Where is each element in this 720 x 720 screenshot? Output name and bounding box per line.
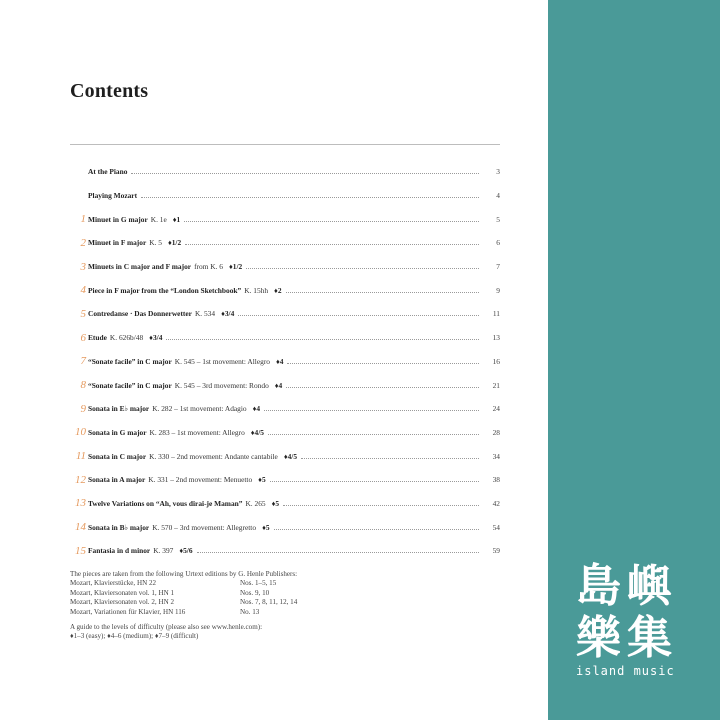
toc-number: 15	[75, 544, 86, 557]
toc-row	[70, 207, 500, 231]
toc-number: 2	[80, 236, 86, 249]
toc-entry	[88, 428, 482, 437]
toc-page-number: 9	[496, 285, 500, 295]
source-numbers: Nos. 9, 10	[240, 588, 270, 597]
toc-title: Minuet in F major	[88, 238, 147, 248]
toc-entry	[88, 262, 482, 271]
title-divider	[70, 144, 500, 145]
toc-title: Sonata in G major	[88, 427, 147, 437]
dot-leader	[184, 221, 479, 222]
toc-number: 7	[80, 355, 86, 368]
toc-row	[70, 160, 500, 184]
toc-number: 12	[75, 473, 86, 486]
toc-page-number: 54	[492, 522, 500, 532]
dot-leader	[166, 339, 479, 340]
logo-line-2: 樂集	[576, 611, 679, 664]
toc-catalog: K. 397	[153, 546, 174, 556]
toc-page-number: 7	[496, 262, 500, 272]
toc-row	[70, 302, 500, 326]
page-title: Contents	[70, 80, 149, 102]
toc-row	[70, 184, 500, 208]
dot-leader	[286, 387, 479, 388]
toc-difficulty: ♦4	[252, 404, 261, 414]
toc-difficulty: ♦5	[258, 475, 266, 485]
dot-leader	[197, 552, 479, 553]
toc-difficulty: ♦4/5	[283, 451, 298, 461]
source-edition: Mozart, Klavierstücke, HN 22	[70, 579, 157, 588]
toc-title: “Sonate facile” in C major	[88, 380, 172, 390]
toc-entry	[88, 452, 482, 461]
toc-number: 4	[80, 284, 86, 297]
dot-leader	[268, 434, 479, 435]
toc-row	[70, 492, 500, 516]
toc-title: Contredanse · Das Donnerwetter	[88, 309, 192, 319]
toc-difficulty: ♦1/2	[167, 238, 182, 248]
toc-entry	[88, 215, 482, 224]
toc-difficulty: ♦3/4	[221, 309, 235, 319]
toc-row	[70, 278, 500, 302]
toc-difficulty: ♦4	[274, 380, 283, 390]
dot-leader	[238, 315, 479, 316]
toc-catalog: from K. 6	[194, 262, 224, 272]
dot-leader	[301, 458, 479, 459]
dot-leader	[246, 268, 479, 269]
toc-catalog: K. 5	[149, 238, 162, 248]
toc-number: 1	[80, 213, 86, 226]
toc-difficulty: ♦1/2	[229, 262, 243, 272]
source-numbers: Nos. 1–5, 15	[240, 579, 277, 588]
toc-difficulty: ♦4	[276, 356, 284, 366]
source-editions-list	[70, 579, 330, 617]
toc-number: 6	[80, 331, 86, 344]
toc-number: 8	[80, 379, 86, 392]
toc-catalog: K. 282 – 1st movement: Adagio	[152, 404, 247, 414]
toc-catalog: K. 15hh	[244, 285, 269, 295]
table-of-contents	[70, 160, 500, 563]
toc-catalog: K. 283 – 1st movement: Allegro	[149, 427, 245, 437]
toc-page-number: 28	[492, 427, 500, 437]
toc-number: 11	[75, 450, 86, 463]
toc-page-number: 21	[492, 380, 500, 390]
toc-difficulty: ♦5/6	[179, 546, 193, 556]
toc-difficulty: ♦2	[274, 285, 282, 295]
toc-difficulty: ♦1	[172, 214, 181, 224]
toc-difficulty: ♦5	[262, 522, 270, 532]
toc-number: 3	[80, 260, 86, 273]
toc-row	[70, 373, 500, 397]
toc-row	[70, 515, 500, 539]
toc-page-number: 59	[492, 546, 500, 556]
toc-title: Sonata in B♭ major	[88, 522, 150, 532]
toc-row	[70, 397, 500, 421]
dot-leader	[270, 481, 479, 482]
source-edition: Mozart, Variationen für Klavier, HN 116	[70, 607, 186, 616]
island-music-logo	[576, 560, 692, 690]
toc-page-number: 24	[492, 404, 500, 414]
source-notes	[70, 570, 330, 642]
toc-page-number: 5	[496, 214, 500, 224]
toc-entry	[88, 286, 482, 295]
toc-catalog: K. 1e	[150, 214, 167, 224]
toc-entry	[88, 357, 482, 366]
toc-row	[70, 468, 500, 492]
toc-row	[70, 444, 500, 468]
toc-title: “Sonate facile” in C major	[88, 356, 172, 366]
toc-number: 5	[80, 307, 86, 320]
toc-page-number: 42	[492, 498, 500, 508]
dot-leader	[283, 505, 479, 506]
toc-page-number: 11	[492, 309, 500, 319]
toc-catalog: K. 545 – 1st movement: Allegro	[174, 356, 270, 366]
toc-title: Sonata in E♭ major	[88, 404, 150, 414]
toc-row	[70, 231, 500, 255]
toc-entry	[88, 404, 482, 413]
dot-leader	[287, 363, 479, 364]
toc-title: Piece in F major from the “London Sketchbook”	[88, 285, 242, 295]
toc-entry	[88, 475, 482, 484]
toc-title: Twelve Variations on “Ah, vous dirai-je Maman”	[88, 498, 243, 508]
toc-title: Sonata in C major	[88, 451, 147, 461]
toc-difficulty: ♦4/5	[250, 427, 264, 437]
toc-title: Minuet in G major	[88, 214, 148, 224]
toc-page-number: 3	[496, 167, 500, 177]
toc-title: Sonata in A major	[88, 475, 146, 485]
toc-entry	[88, 309, 482, 318]
toc-entry	[88, 238, 482, 247]
toc-title: Fantasia in d minor	[88, 546, 151, 556]
toc-page-number: 16	[492, 356, 500, 366]
toc-catalog: K. 534	[194, 309, 216, 319]
toc-row	[70, 350, 500, 374]
logo-line-1: 島嶼	[576, 559, 679, 612]
notes-intro: The pieces are taken from the following Urtext editions by G. Henle Publishers:	[70, 570, 298, 578]
toc-row	[70, 421, 500, 445]
source-edition: Mozart, Klaviersonaten vol. 2, HN 2	[70, 598, 175, 607]
dot-leader	[141, 197, 479, 198]
toc-difficulty: ♦3/4	[149, 333, 163, 343]
toc-entry	[88, 523, 482, 532]
dot-leader	[274, 529, 479, 530]
toc-title: Minuets in C major and F major	[88, 262, 192, 272]
toc-number: 13	[75, 497, 86, 510]
toc-title: Playing Mozart	[88, 191, 138, 201]
toc-catalog: K. 331 – 2nd movement: Menuetto	[148, 475, 253, 485]
logo-tagline: island music	[576, 664, 675, 678]
toc-title: At the Piano	[88, 167, 128, 177]
toc-entry	[88, 381, 482, 390]
toc-row	[70, 539, 500, 563]
toc-row	[70, 326, 500, 350]
dot-leader	[131, 173, 479, 174]
dot-leader	[185, 244, 479, 245]
dot-leader	[264, 410, 479, 411]
difficulty-guide: A guide to the levels of difficulty (please also see www.henle.com):	[70, 623, 263, 632]
toc-entry	[88, 546, 482, 555]
toc-page-number: 6	[496, 238, 500, 248]
toc-page-number: 13	[492, 333, 500, 343]
toc-row	[70, 255, 500, 279]
toc-catalog: K. 545 – 3rd movement: Rondo	[174, 380, 269, 390]
dot-leader	[286, 292, 479, 293]
toc-entry	[88, 499, 482, 508]
toc-catalog: K. 265	[245, 498, 266, 508]
difficulty-levels: ♦1–3 (easy); ♦4–6 (medium); ♦7–9 (difficult)	[70, 632, 199, 641]
source-edition: Mozart, Klaviersonaten vol. 1, HN 1	[70, 588, 175, 597]
toc-title: Etude	[88, 333, 107, 343]
toc-page-number: 38	[492, 475, 500, 485]
toc-entry	[88, 167, 482, 176]
toc-catalog: K. 330 – 2nd movement: Andante cantabile	[149, 451, 278, 461]
toc-number: 10	[75, 426, 86, 439]
toc-number: 9	[80, 402, 86, 415]
toc-number: 14	[75, 521, 86, 534]
toc-entry	[88, 191, 482, 200]
toc-catalog: K. 570 – 3rd movement: Allegretto	[152, 522, 257, 532]
toc-page-number: 4	[496, 191, 500, 201]
toc-difficulty: ♦5	[271, 498, 280, 508]
source-numbers: No. 13	[240, 607, 260, 616]
toc-entry	[88, 333, 482, 342]
toc-page-number: 34	[492, 451, 500, 461]
source-numbers: Nos. 7, 8, 11, 12, 14	[240, 598, 298, 607]
toc-catalog: K. 626b/48	[109, 333, 144, 343]
